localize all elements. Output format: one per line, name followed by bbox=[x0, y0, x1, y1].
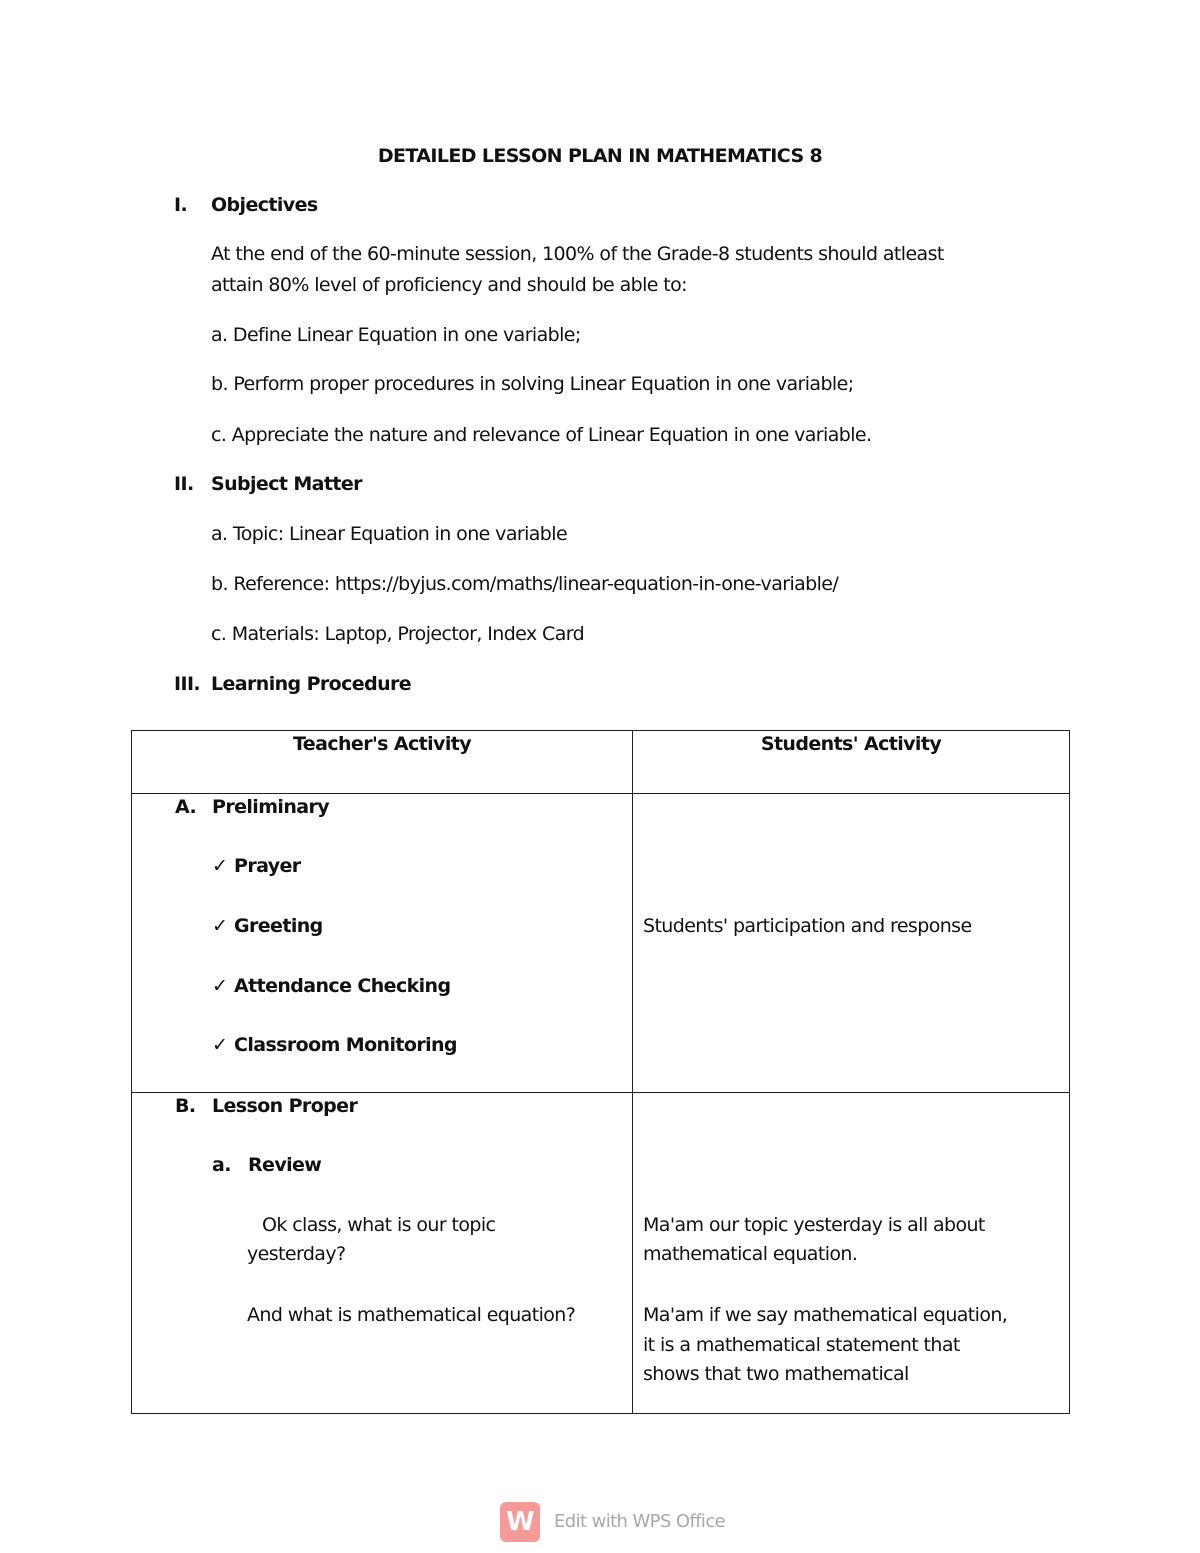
subject-matter-materials: c. Materials: Laptop, Projector, Index Card bbox=[211, 623, 585, 645]
review-answer-2-line3: shows that two mathematical bbox=[643, 1363, 909, 1385]
learning-procedure-table bbox=[131, 730, 1070, 1414]
objective-item: c. Appreciate the nature and relevance of Linear Equation in one variable. bbox=[211, 424, 872, 446]
checkmark-icon: ✓ bbox=[212, 915, 228, 937]
wps-logo-icon: W bbox=[500, 1502, 540, 1542]
subject-matter-numeral: II. bbox=[174, 473, 194, 495]
preliminary-letter: A. bbox=[175, 796, 197, 818]
table-row-preliminary bbox=[132, 794, 1070, 1093]
review-answer-1-line2: mathematical equation. bbox=[643, 1243, 858, 1265]
students-activity-header: Students' Activity bbox=[633, 731, 1070, 794]
objectives-numeral: I. bbox=[174, 194, 188, 216]
objectives-intro-line1: At the end of the 60-minute session, 100% of the Grade-8 students should atleast bbox=[211, 243, 944, 265]
preliminary-item-greeting: Greeting bbox=[234, 915, 323, 937]
review-heading: Review bbox=[248, 1154, 322, 1176]
subject-matter-heading: Subject Matter bbox=[211, 473, 362, 495]
review-answer-2-line2: it is a mathematical statement that bbox=[643, 1334, 960, 1356]
objective-item: b. Perform proper procedures in solving Linear Equation in one variable; bbox=[211, 373, 854, 395]
preliminary-item-monitoring: Classroom Monitoring bbox=[234, 1034, 457, 1056]
review-letter: a. bbox=[212, 1154, 231, 1176]
table-header-row bbox=[132, 731, 1070, 794]
preliminary-student-response: Students' participation and response bbox=[643, 915, 972, 937]
preliminary-item-attendance: Attendance Checking bbox=[234, 975, 451, 997]
lesson-proper-heading: Lesson Proper bbox=[212, 1095, 358, 1117]
learning-procedure-numeral: III. bbox=[174, 673, 201, 695]
review-answer-1-line1: Ma'am our topic yesterday is all about bbox=[643, 1214, 985, 1236]
review-question-1-line2: yesterday? bbox=[247, 1243, 346, 1265]
review-question-2: And what is mathematical equation? bbox=[247, 1304, 576, 1326]
review-answer-2-line1: Ma'am if we say mathematical equation, bbox=[643, 1304, 1008, 1326]
preliminary-student-cell bbox=[633, 794, 1070, 1093]
preliminary-heading: Preliminary bbox=[212, 796, 330, 818]
learning-procedure-heading: Learning Procedure bbox=[211, 673, 412, 695]
subject-matter-reference: b. Reference: https://byjus.com/maths/linear-equation-in-one-variable/ bbox=[211, 573, 839, 595]
table-row-lesson-proper bbox=[132, 1093, 1070, 1414]
checkmark-icon: ✓ bbox=[212, 855, 228, 877]
wps-office-badge[interactable] bbox=[500, 1500, 740, 1544]
preliminary-item-prayer: Prayer bbox=[234, 855, 301, 877]
lesson-proper-teacher-cell bbox=[132, 1093, 633, 1414]
teacher-activity-header: Teacher's Activity bbox=[132, 731, 633, 794]
objectives-intro-line2: attain 80% level of proficiency and should be able to: bbox=[211, 274, 687, 296]
checkmark-icon: ✓ bbox=[212, 975, 228, 997]
document-title: DETAILED LESSON PLAN IN MATHEMATICS 8 bbox=[377, 145, 823, 167]
objective-item: a. Define Linear Equation in one variable; bbox=[211, 324, 581, 346]
objectives-heading: Objectives bbox=[211, 194, 318, 216]
subject-matter-topic: a. Topic: Linear Equation in one variable bbox=[211, 523, 568, 545]
preliminary-teacher-cell bbox=[132, 794, 633, 1093]
lesson-proper-student-cell bbox=[633, 1093, 1070, 1414]
review-question-1-line1: Ok class, what is our topic bbox=[262, 1214, 496, 1236]
checkmark-icon: ✓ bbox=[212, 1034, 228, 1056]
lesson-proper-letter: B. bbox=[175, 1095, 196, 1117]
wps-edit-label: Edit with WPS Office bbox=[554, 1511, 726, 1532]
